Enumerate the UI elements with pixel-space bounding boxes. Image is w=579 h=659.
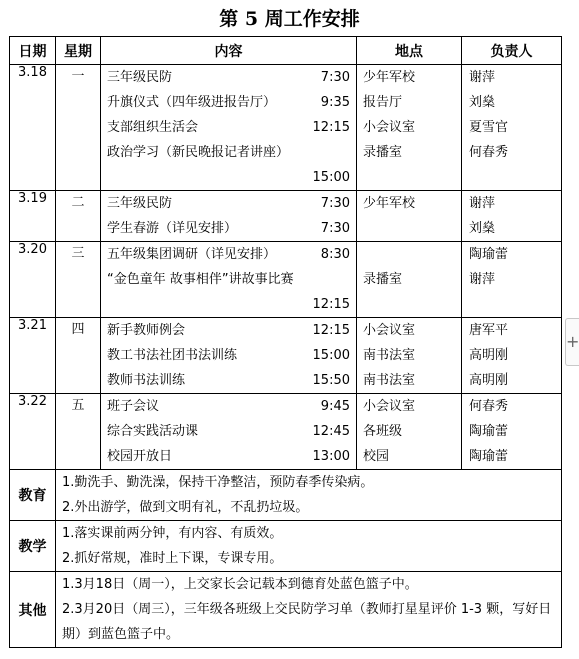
item-time: 9:45 [320,399,350,414]
place-item: 小会议室 [363,323,416,338]
section-label: 教育 [10,470,56,521]
place-item [357,216,461,241]
content-item [101,419,356,444]
day-persons [462,65,562,191]
schedule-table [9,36,562,648]
content-item [101,318,356,343]
item-text: 学生春游（详见安排） [107,221,238,236]
place-item: 南书法室 [363,373,416,388]
person-item: 何春秀 [469,145,509,160]
item-text: 升旗仪式（四年级进报告厅） [107,95,277,110]
plus-icon[interactable]: + [566,332,579,351]
item-text: 班子会议 [107,399,160,414]
day-places [357,242,462,318]
header-row [10,37,562,65]
day-row [10,242,562,318]
person-item: 夏雪官 [469,120,509,135]
content-item [101,292,356,317]
place-item [357,242,461,267]
content-item [101,115,356,140]
content-item [101,165,356,190]
day-weekday: 一 [56,65,101,191]
item-text: 教师书法训练 [107,373,186,388]
item-time: 12:45 [312,424,350,439]
content-item [101,242,356,267]
content-item [101,65,356,90]
day-content [101,191,357,242]
section-notes [56,521,562,572]
item-text: 教工书法社团书法训练 [107,348,238,363]
person-item: 高明刚 [469,348,509,363]
place-item: 少年军校 [363,70,416,85]
content-item [101,394,356,419]
place-item: 各班级 [363,424,403,439]
item-text: 新手教师例会 [107,323,186,338]
header-place: 地点 [357,37,462,65]
person-item [462,165,561,190]
day-persons [462,191,562,242]
item-text: 校园开放日 [107,449,173,464]
section-label: 其他 [10,572,56,648]
place-item: 少年军校 [363,196,416,211]
place-item: 小会议室 [363,120,416,135]
section-notes [56,572,562,648]
content-item [101,90,356,115]
day-content [101,242,357,318]
day-places [357,65,462,191]
day-content [101,318,357,394]
day-date: 3.20 [10,242,56,318]
note-line: 1.落实课前两分钟，有内容、有质效。 [62,526,283,541]
header-content: 内容 [101,37,357,65]
person-item: 刘燊 [469,95,496,110]
item-text: 三年级民防 [107,196,173,211]
day-weekday: 五 [56,394,101,470]
day-content [101,394,357,470]
header-weekday: 星期 [56,37,101,65]
day-weekday: 三 [56,242,101,318]
page-title: 第 5 周工作安排 [219,8,360,30]
content-item [101,368,356,393]
day-content [101,65,357,191]
item-text: 综合实践活动课 [107,424,199,439]
section-row [10,572,562,648]
item-time: 7:30 [320,70,350,85]
item-text: 支部组织生活会 [107,120,199,135]
place-item [357,292,461,317]
item-text: 政治学习（新民晚报记者讲座） [107,145,290,160]
day-date: 3.22 [10,394,56,470]
item-time: 12:15 [312,120,350,135]
person-item [462,292,561,317]
person-item: 陶瑜蕾 [469,247,509,262]
header-person: 负责人 [462,37,562,65]
person-item: 陶瑜蕾 [469,424,509,439]
item-time: 9:35 [320,95,350,110]
person-item: 谢萍 [469,196,496,211]
place-item: 报告厅 [363,95,403,110]
place-item: 南书法室 [363,348,416,363]
section-row [10,470,562,521]
day-weekday: 四 [56,318,101,394]
item-time: 7:30 [320,221,350,236]
note-line: 1.勤洗手、勤洗澡，保持干净整洁，预防春季传染病。 [62,475,374,490]
content-item [101,343,356,368]
day-places [357,394,462,470]
day-row [10,191,562,242]
item-text: “金色童年 故事相伴”讲故事比赛 [107,272,294,287]
content-item [101,267,356,292]
day-places [357,318,462,394]
content-item [101,140,356,165]
day-persons [462,318,562,394]
section-notes [56,470,562,521]
place-item: 校园 [363,449,390,464]
note-line: 1.3月18日（周一），上交家长会记载本到德育处蓝色篮子中。 [62,577,418,592]
person-item: 谢萍 [469,272,496,287]
place-item: 录播室 [363,145,403,160]
person-item: 唐军平 [469,323,509,338]
content-item [101,444,356,469]
day-row [10,394,562,470]
person-item: 刘燊 [469,221,496,236]
day-row [10,318,562,394]
person-item: 陶瑜蕾 [469,449,509,464]
day-date: 3.21 [10,318,56,394]
content-item [101,191,356,216]
note-line: 2.抓好常规，准时上下课，专课专用。 [62,551,283,566]
item-time: 7:30 [320,196,350,211]
place-item [357,165,461,190]
person-item: 何春秀 [469,399,509,414]
item-time: 8:30 [320,247,350,262]
item-time: 12:15 [312,323,350,338]
item-text: 五年级集团调研（详见安排） [107,247,277,262]
item-time: 12:15 [312,297,350,312]
item-time: 15:00 [312,170,350,185]
item-time: 15:50 [312,373,350,388]
item-text: 三年级民防 [107,70,173,85]
day-date: 3.18 [10,65,56,191]
person-item: 谢萍 [469,70,496,85]
section-label: 教学 [10,521,56,572]
place-item: 小会议室 [363,399,416,414]
day-persons [462,394,562,470]
day-places [357,191,462,242]
expand-handle[interactable] [565,318,579,366]
day-date: 3.19 [10,191,56,242]
day-row [10,65,562,191]
content-item [101,216,356,241]
person-item: 高明刚 [469,373,509,388]
item-time: 13:00 [312,449,350,464]
note-line: 2.3月20日（周三），三年级各班级上交民防学习单（教师打星星评价 1-3 颗，写好日期）到蓝色篮子中。 [62,602,552,642]
item-time: 15:00 [312,348,350,363]
header-date: 日期 [10,37,56,65]
section-row [10,521,562,572]
day-persons [462,242,562,318]
place-item: 录播室 [363,272,403,287]
note-line: 2.外出游学，做到文明有礼，不乱扔垃圾。 [62,500,309,515]
day-weekday: 二 [56,191,101,242]
